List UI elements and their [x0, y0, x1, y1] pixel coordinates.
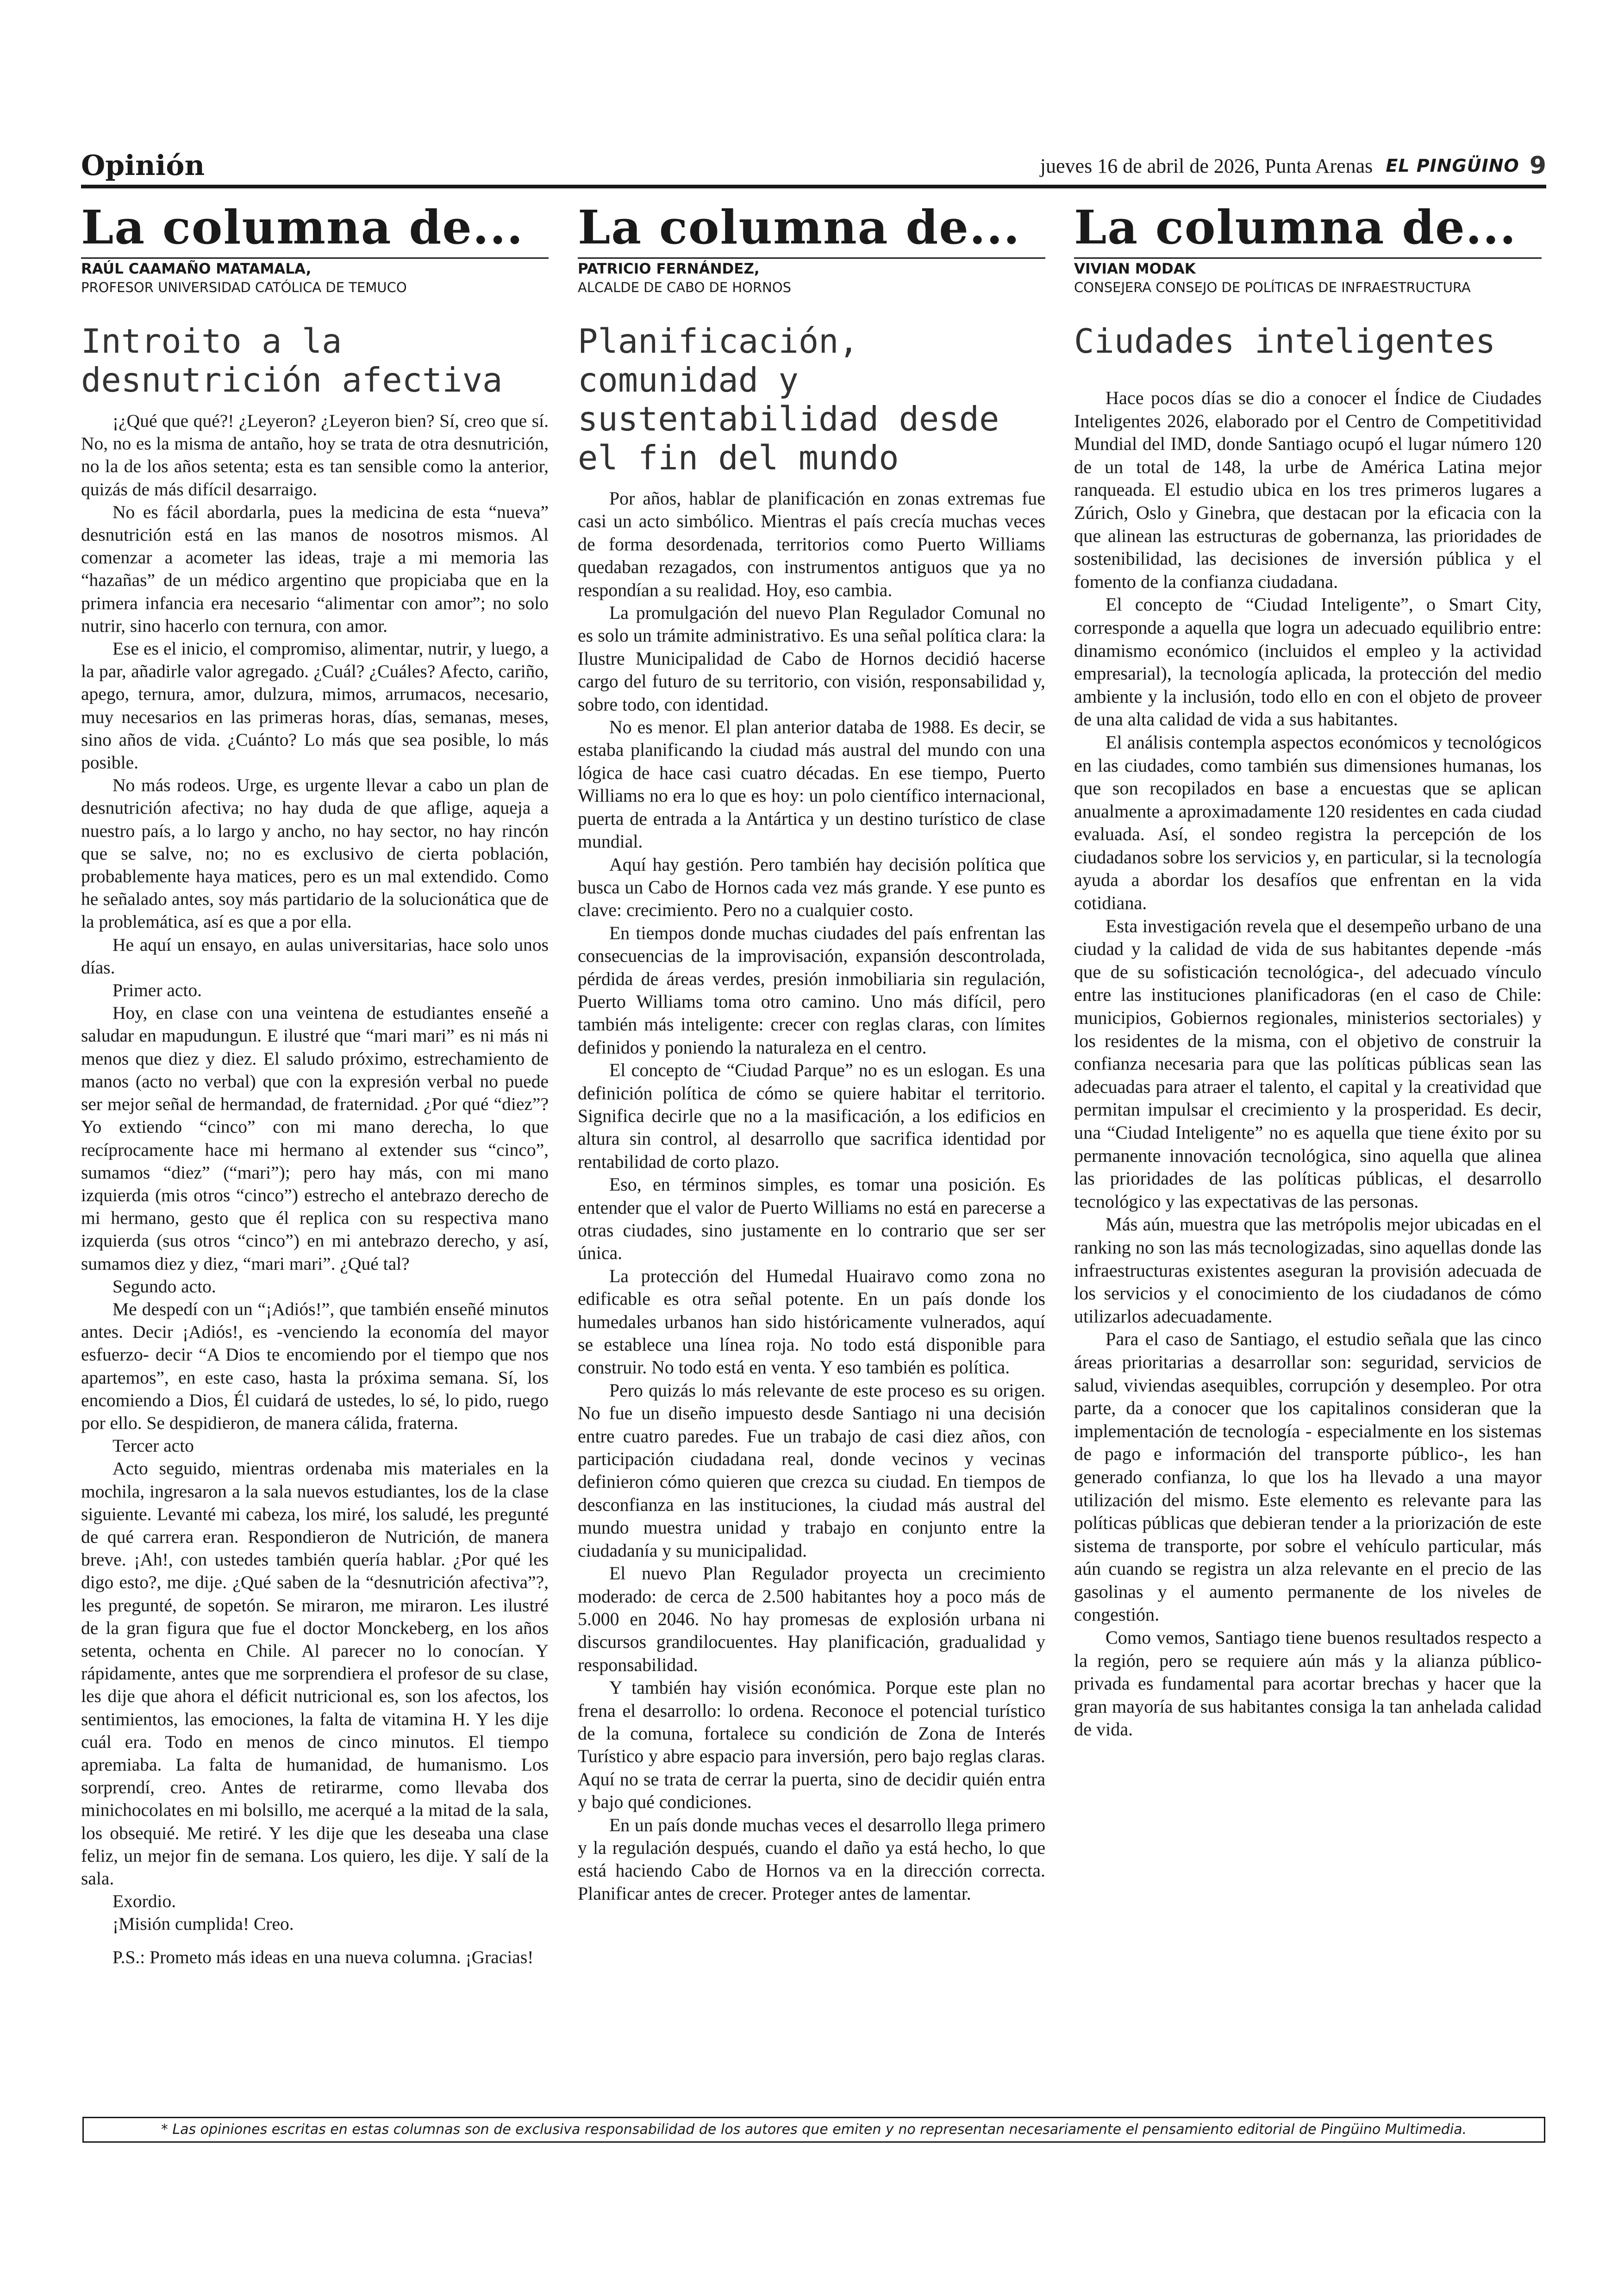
- paragraph: Aquí hay gestión. Pero también hay decisión política que busca un Cabo de Hornos cada vez más grande. Y ese punto es clave: crecimiento. Pero no a cualquier costo.: [578, 854, 1045, 921]
- column-rule: [81, 257, 549, 259]
- column-kicker: La columna de...: [1074, 200, 1517, 255]
- header-info: [1040, 147, 1546, 184]
- paragraph: ¡¿Qué que qué?! ¿Leyeron? ¿Leyeron bien? Sí, creo que sí. No, no es la misma de antaño, hoy se trata de otra desnutrición, no la de los años setenta; esta es tan sensible como la anterior, quizás de más difícil desarraigo.: [81, 411, 549, 499]
- paragraph: Esta investigación revela que el desempeño urbano de una ciudad y la calidad de vida de sus habitantes depende -más que de su sofisticación tecnológica-, del adecuado vínculo entre las instituciones planificadoras (en el caso de Chile: municipios, Gobiernos regionales, ministerios sectoriales) y los residentes de la misma, con el objetivo de construir la confianza necesaria para que las políticas públicas sean las adecuadas para atraer el talento, el capital y la creatividad que permitan impulsar el crecimiento y la prosperidad. Es decir, una “Ciudad Inteligente” no es aquella que tiene éxito por su permanente innovación tecnológica, sino aquella que alinea las prioridades de las políticas públicas, el desarrollo tecnológico y las expectativas de las personas.: [1074, 915, 1542, 1212]
- column-rule: [1074, 257, 1542, 259]
- author-role: CONSEJERA CONSEJO DE POLÍTICAS DE INFRAESTRUCTURA: [1074, 280, 1471, 295]
- author-name: PATRICIO FERNÁNDEZ,: [578, 261, 760, 277]
- article-body: [578, 487, 1045, 1905]
- column-kicker: La columna de...: [578, 200, 1021, 255]
- header-rule: [81, 185, 1546, 188]
- paragraph: En tiempos donde muchas ciudades del país enfrentan las consecuencias de la improvisación, expansión descontrolada, pérdida de áreas verdes, presión inmobiliaria sin regulación, Puerto Williams toma otro camino. Uno más difícil, pero también más inteligente: crecer con reglas claras, con límites definidos y poniendo la naturaleza en el centro.: [578, 923, 1045, 1058]
- page-header: [81, 147, 1546, 184]
- author-name: RAÚL CAAMAÑO MATAMALA,: [81, 261, 312, 277]
- paragraph: Eso, en términos simples, es tomar una posición. Es entender que el valor de Puerto Williams no está en parecerse a otras ciudades, sino justamente en lo contrario que ser ser única.: [578, 1174, 1045, 1264]
- paragraph: No es menor. El plan anterior databa de 1988. Es decir, se estaba planificando la ciudad más austral del mundo con una lógica de hace casi cuatro décadas. En ese tiempo, Puerto Williams no era lo que es hoy: un polo científico internacional, puerta de entrada a la Antártica y un destino turístico de clase mundial.: [578, 717, 1045, 852]
- paragraph: ¡Misión cumplida! Creo.: [112, 1914, 294, 1934]
- paragraph: El nuevo Plan Regulador proyecta un crecimiento moderado: de cerca de 2.500 habitantes hoy a poco más de 5.000 en 2046. No hay promesas de explosión urbana ni discursos grandilocuentes. Hay planificación, gradualidad y responsabilidad.: [578, 1563, 1045, 1675]
- column-rule: [578, 257, 1045, 259]
- paragraph: Más aún, muestra que las metrópolis mejor ubicadas en el ranking no son las más tecnologizadas, sino aquellas donde las infraestructuras existentes aseguran la provisión adecuada de los servicios y el conocimiento de los ciudadanos de cómo utilizarlos adecuadamente.: [1074, 1214, 1542, 1327]
- paragraph: Hace pocos días se dio a conocer el Índice de Ciudades Inteligentes 2026, elaborado por el Centro de Competitividad Mundial del IMD, donde Santiago ocupó el lugar número 120 de un total de 148, la urbe de América Latina mejor ranqueada. El estudio ubica en los tres primeros lugares a Zúrich, Oslo y Ginebra, que destacan por la eficacia con la que alinean las estructuras de gobernanza, las prioridades de sostenibilidad, las decisiones de inversión pública y el fomento de la confianza ciudadana.: [1074, 387, 1542, 592]
- column-1: [81, 199, 549, 2078]
- paragraph: Como vemos, Santiago tiene buenos resultados respecto a la región, pero se requiere aún más y la alianza público-privada es fundamental para acortar brechas y hacer que la gran mayoría de sus habitantes consiga la tan anhelada calidad de vida.: [1074, 1627, 1542, 1740]
- paragraph: Hoy, en clase con una veintena de estudiantes enseñé a saludar en mapudungun. E ilustré que “mari mari” es ni más ni menos que diez y diez. El saludo próximo, estrechamiento de manos (acto no verbal) que con la expresión verbal no puede ser mejor señal de hermandad, de fraternidad. ¿Por qué “diez”? Yo extiendo “cinco” con mi mano derecha, lo que recíprocamente hace mi hermano al extender sus “cinco”, sumamos “diez” (“mari”); pero hay más, con mi mano izquierda (mis otros “cinco”) estrecho el antebrazo derecho de mi hermano, gesto que él replica con su respectiva mano izquierda (sus otros “cinco”) en mi antebrazo derecho, y así, sumamos diez y diez, “mari mari”. ¿Qué tal?: [81, 1003, 549, 1274]
- paragraph: El concepto de “Ciudad Parque” no es un eslogan. Es una definición política de cómo se quiere habitar el territorio. Significa decirle que no a la masificación, a los edificios en altura sin control, al desarrollo que sacrifica identidad por rentabilidad de corto plazo.: [578, 1060, 1045, 1172]
- page-number: 9: [1529, 152, 1546, 180]
- column-kicker: La columna de...: [81, 200, 524, 255]
- paragraph: Y también hay visión económica. Porque este plan no frena el desarrollo: lo ordena. Reconoce el potencial turístico de la comuna, fortalece su condición de Zona de Interés Turístico y abre espacio para inversión, pero bajo reglas claras. Aquí no se trata de cerrar la puerta, sino de decidir quién entra y bajo qué condiciones.: [578, 1678, 1045, 1813]
- paragraph: El concepto de “Ciudad Inteligente”, o Smart City, corresponde a aquella que logra un adecuado equilibrio entre: dinamismo económico (incluidos el empleo y la actividad empresarial), la tecnología aplicada, la protección del medio ambiente y la inclusión, todo ello en con el objeto de proveer de una alta calidad de vida a sus habitantes.: [1074, 594, 1542, 730]
- disclaimer-box: * Las opiniones escritas en estas columnas son de exclusiva responsabilidad de los autores que emiten y no representan necesariamente el pensamiento editorial de Pingüino Multimedia.: [82, 2117, 1545, 2143]
- paragraph: No es fácil abordarla, pues la medicina de esta “nueva” desnutrición está en las manos de nosotros mismos. Al comenzar a acometer las ideas, traje a mi memoria las “hazañas” de un médico argentino que propiciaba que en la primera infancia era necesario “alimentar con amor”; no solo nutrir, sino hacerlo con ternura, con amor.: [81, 501, 549, 636]
- article-body: [1074, 387, 1542, 1741]
- paragraph: Para el caso de Santiago, el estudio señala que las cinco áreas prioritarias a desarrollar son: seguridad, servicios de salud, viviendas asequibles, corrupción y desempleo. Por otra parte, da a conocer que los capitalinos consideran que la implementación de tecnología - especialmente en los sistemas de pago e información del transporte público-, les han generado confianza, lo que los ha llevado a una mayor utilización del mismo. Este elemento es relevante para las políticas públicas que debieran tender a la priorización de este sistema de transporte, por sobre el vehículo particular, más aún cuando se registra un alza relevante en el precio de las gasolinas y el aumento permanente de los niveles de congestión.: [1074, 1328, 1542, 1625]
- author-name: VIVIAN MODAK: [1074, 261, 1196, 277]
- section-title: Opinión: [81, 150, 205, 182]
- paragraph: He aquí un ensayo, en aulas universitarias, hace solo unos días.: [81, 934, 549, 978]
- paragraph: En un país donde muchas veces el desarrollo llega primero y la regulación después, cuando el daño ya está hecho, lo que está haciendo Cabo de Hornos va en la dirección correcta. Planificar antes de crecer. Proteger antes de lamentar.: [578, 1815, 1045, 1904]
- column-2: [578, 199, 1045, 2078]
- paragraph: Primer acto.: [112, 980, 202, 1001]
- paragraph: La promulgación del nuevo Plan Regulador Comunal no es solo un trámite administrativo. Es una señal política clara: la Ilustre Municipalidad de Cabo de Hornos decidió hacerse cargo del futuro de su territorio, con visión, responsabilidad y, sobre todo, con identidad.: [578, 603, 1045, 715]
- author-role: PROFESOR UNIVERSIDAD CATÓLICA DE TEMUCO: [81, 280, 407, 295]
- paragraph: Exordio.: [112, 1891, 176, 1912]
- article-body: [81, 410, 549, 1969]
- paragraph: Tercer acto: [112, 1435, 194, 1456]
- paragraph: Me despedí con un “¡Adiós!”, que también enseñé minutos antes. Decir ¡Adiós!, es -venciendo la economía del mayor esfuerzo- decir “A Dios te encomiendo por el tiempo que nos apartemos”, en este caso, hasta la próxima semana. Sí, los encomiendo a Dios, Él cuidará de ustedes, lo sé, lo pido, ruego por ello. Se despidieron, de manera cálida, fraterna.: [81, 1298, 549, 1433]
- paragraph: Segundo acto.: [112, 1276, 216, 1297]
- paragraph: Pero quizás lo más relevante de este proceso es su origen. No fue un diseño impuesto desde Santiago ni una decisión entre cuatro paredes. Fue un trabajo de casi diez años, con participación ciudadana real, donde vecinos y vecinas definieron cómo quieren que crezca su ciudad. En tiempos de desconfianza en las instituciones, la ciudad más austral del mundo muestra unidad y trabajo en conjunto entre la ciudadanía y su municipalidad.: [578, 1380, 1045, 1561]
- paragraph: Acto seguido, mientras ordenaba mis materiales en la mochila, ingresaron a la sala nuevos estudiantes, los de la clase siguiente. Levanté mi cabeza, los miré, los saludé, les pregunté de qué carrera eran. Respondieron de Nutrición, de manera breve. ¡Ah!, con ustedes también quería hablar. ¿Por qué les digo esto?, me dije. ¿Qué saben de la “desnutrición afectiva”?, les pregunté, de sopetón. Se miraron, me miraron. Les ilustré de la gran figura que fue el doctor Monckeberg, en los años setenta, ochenta en Chile. Al parecer no lo conocían. Y rápidamente, antes que me sorprendiera el profesor de su clase, les dije que ahora el déficit nutricional es, son los afectos, los sentimientos, las emociones, la falta de vitamina H. Y les dije cuál era. Todo en menos de cinco minutos. El tiempo apremiaba. La falta de humanidad, de humanismo. Los sorprendí, creo. Antes de retirarme, como llevaba dos minichocolates en mi bolsillo, me acerqué a la mitad de la sala, los obsequié. Me retiré. Y les dije que les deseaba una clase feliz, un mejor fin de semana. Los quiero, les dije. Y salí de la sala.: [81, 1458, 549, 1889]
- brand-logo: EL PINGÜINO: [1386, 156, 1519, 176]
- article-headline: Introito a la desnutrición afectiva: [81, 322, 503, 399]
- paragraph: La protección del Humedal Huairavo como zona no edificable es otra señal potente. En un país donde los humedales urbanos han sido históricamente vulnerados, aquí se establece una línea roja. No todo está disponible para construir. No todo está en venta. Y eso también es política.: [578, 1266, 1045, 1378]
- date-place: jueves 16 de abril de 2026, Punta Arenas: [1040, 154, 1373, 177]
- paragraph: No más rodeos. Urge, es urgente llevar a cabo un plan de desnutrición afectiva; no hay duda de que aflige, aqueja a nuestro país, a lo largo y ancho, no hay sector, no hay rincón que se salve, no; no es exclusivo de cierta población, probablemente haya matices, pero es un mal extendido. Como he señalado antes, soy más partidario de la solucionática que de la problemática, así es que a por ella.: [81, 775, 549, 932]
- author-role: ALCALDE DE CABO DE HORNOS: [578, 280, 792, 295]
- paragraph: Por años, hablar de planificación en zonas extremas fue casi un acto simbólico. Mientras el país crecía muchas veces de forma desordenada, territorios como Puerto Williams quedaban rezagados, con instrumentos antiguos que ya no respondían a su realidad. Hoy, eso cambia.: [578, 488, 1045, 600]
- paragraph: El análisis contempla aspectos económicos y tecnológicos en las ciudades, como también sus dimensiones humanas, los que son recopilados en base a encuestas que se aplican anualmente a aproximadamente 120 residentes en cada ciudad evaluada. Así, el sondeo registra la percepción de los ciudadanos sobre los servicios y, en particular, si la tecnología ayuda a abordar los desafíos que enfrentan en la vida cotidiana.: [1074, 731, 1542, 914]
- article-headline: Planificación, comunidad y sustentabilidad desde el fin del mundo: [578, 322, 999, 477]
- column-3: [1074, 199, 1542, 2078]
- paragraph: Ese es el inicio, el compromiso, alimentar, nutrir, y luego, a la par, añadirle valor agregado. ¿Cuál? ¿Cuáles? Afecto, cariño, apego, ternura, amor, dulzura, mimos, arrumacos, necesario, muy necesarios en las primeras horas, días, semanas, meses, sino años de vida. ¿Cuánto? Lo más que sea posible, lo más posible.: [81, 638, 549, 773]
- postscript: P.S.: Prometo más ideas en una nueva columna. ¡Gracias!: [112, 1946, 534, 1967]
- article-headline: Ciudades inteligentes: [1074, 322, 1496, 361]
